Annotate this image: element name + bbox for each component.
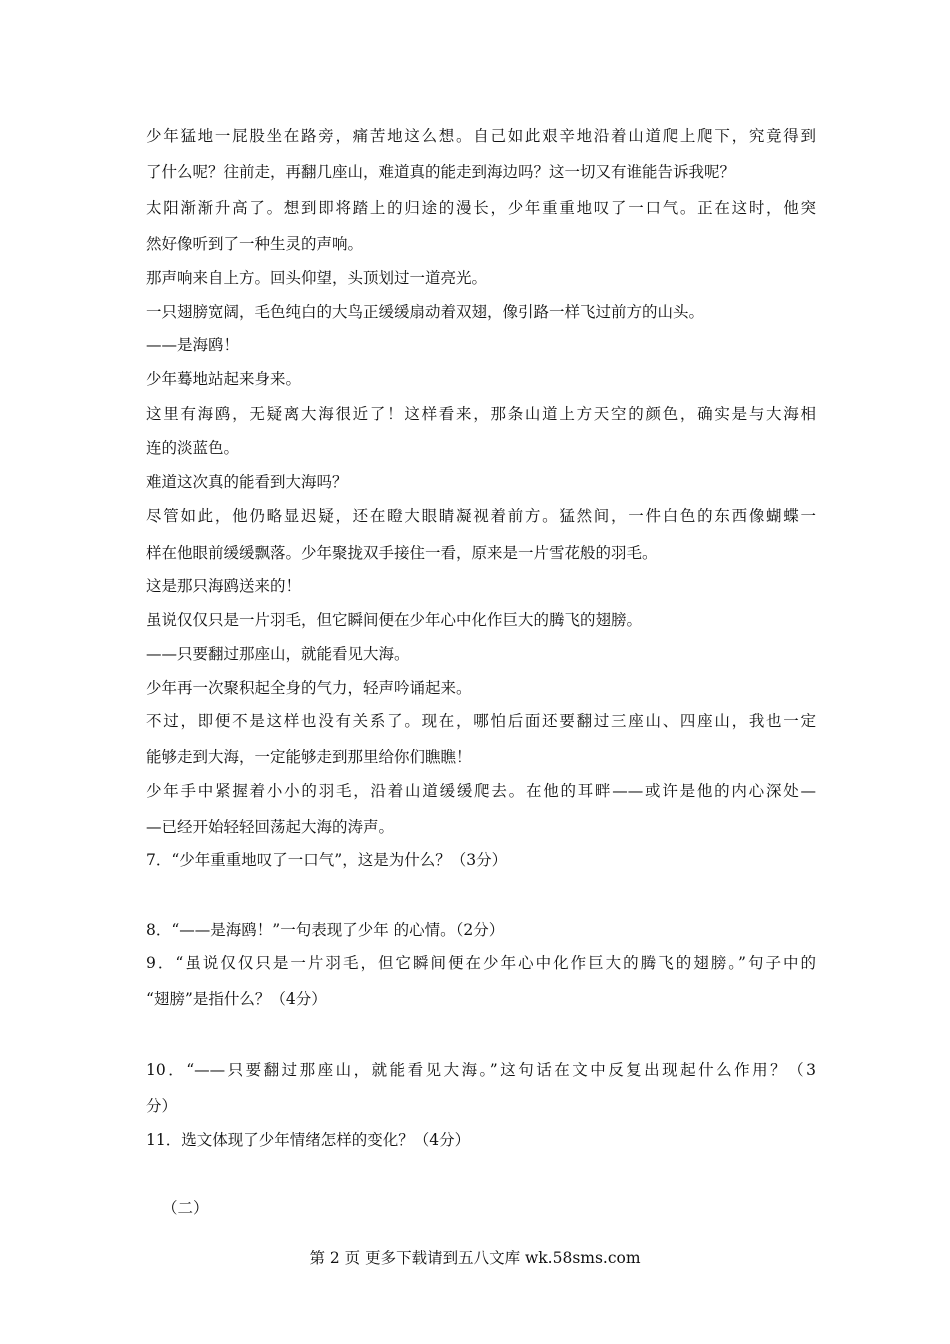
passage-line-13: 样在他眼前缓缓飘落。少年聚拢双手接住一看，原来是一片雪花般的羽毛。: [146, 544, 658, 562]
passage-line-4: 然好像听到了一种生灵的声响。: [146, 235, 364, 253]
question-9-line-1: 9．“虽说仅仅只是一片羽毛，但它瞬间便在少年心中化作巨大的腾飞的翅膀。”句子中的: [146, 954, 816, 972]
passage-line-21: —已经开始轻轻回荡起大海的涛声。: [146, 818, 395, 836]
passage-line-10: 连的淡蓝色。: [146, 439, 240, 457]
question-11: 11．选文体现了少年情绪怎样的变化？（4分）: [146, 1131, 471, 1149]
passage-line-6: 一只翅膀宽阔，毛色纯白的大鸟正缓缓扇动着双翅，像引路一样飞过前方的山头。: [146, 303, 705, 321]
passage-line-9: 这里有海鸥，无疑离大海很近了！这样看来，那条山道上方天空的颜色，确实是与大海相: [146, 405, 816, 423]
passage-line-2: 了什么呢？往前走，再翻几座山，难道真的能走到海边吗？这一切又有谁能告诉我呢？: [146, 163, 736, 181]
question-10-line-1: 10．“——只要翻过那座山，就能看见大海。”这句话在文中反复出现起什么作用？（3: [146, 1061, 816, 1079]
passage-line-7: ——是海鸥！: [146, 336, 240, 354]
passage-line-15: 虽说仅仅只是一片羽毛，但它瞬间便在少年心中化作巨大的腾飞的翅膀。: [146, 611, 643, 629]
passage-line-8: 少年蓦地站起来身来。: [146, 370, 302, 388]
question-9-line-2: “翅膀”是指什么？（4分）: [146, 990, 327, 1008]
question-8: 8．“——是海鸥！”一句表现了少年 的心情。（2分）: [146, 921, 505, 939]
section-label: （二）: [162, 1199, 209, 1217]
passage-line-14: 这是那只海鸥送来的！: [146, 577, 302, 595]
passage-line-20: 少年手中紧握着小小的羽毛，沿着山道缓缓爬去。在他的耳畔——或许是他的内心深处—: [146, 782, 816, 800]
passage-line-1: 少年猛地一屁股坐在路旁，痛苦地这么想。自己如此艰辛地沿着山道爬上爬下，究竟得到: [146, 127, 816, 145]
passage-line-17: 少年再一次聚积起全身的气力，轻声吟诵起来。: [146, 679, 472, 697]
passage-line-5: 那声响来自上方。回头仰望，头顶划过一道亮光。: [146, 269, 488, 287]
passage-line-19: 能够走到大海，一定能够走到那里给你们瞧瞧！: [146, 748, 472, 766]
passage-line-16: ——只要翻过那座山，就能看见大海。: [146, 645, 410, 663]
passage-line-11: 难道这次真的能看到大海吗？: [146, 473, 348, 491]
page-footer: 第 2 页 更多下载请到五八文库 wk.58sms.com: [309, 1249, 641, 1267]
passage-line-18: 不过，即便不是这样也没有关系了。现在，哪怕后面还要翻过三座山、四座山，我也一定: [146, 712, 816, 730]
passage-line-3: 太阳渐渐升高了。想到即将踏上的归途的漫长，少年重重地叹了一口气。正在这时，他突: [146, 199, 816, 217]
question-7: 7．“少年重重地叹了一口气”，这是为什么？（3分）: [146, 851, 508, 869]
question-10-line-2: 分）: [146, 1097, 178, 1115]
passage-line-12: 尽管如此，他仍略显迟疑，还在瞪大眼睛凝视着前方。猛然间，一件白色的东西像蝴蝶一: [146, 507, 816, 525]
